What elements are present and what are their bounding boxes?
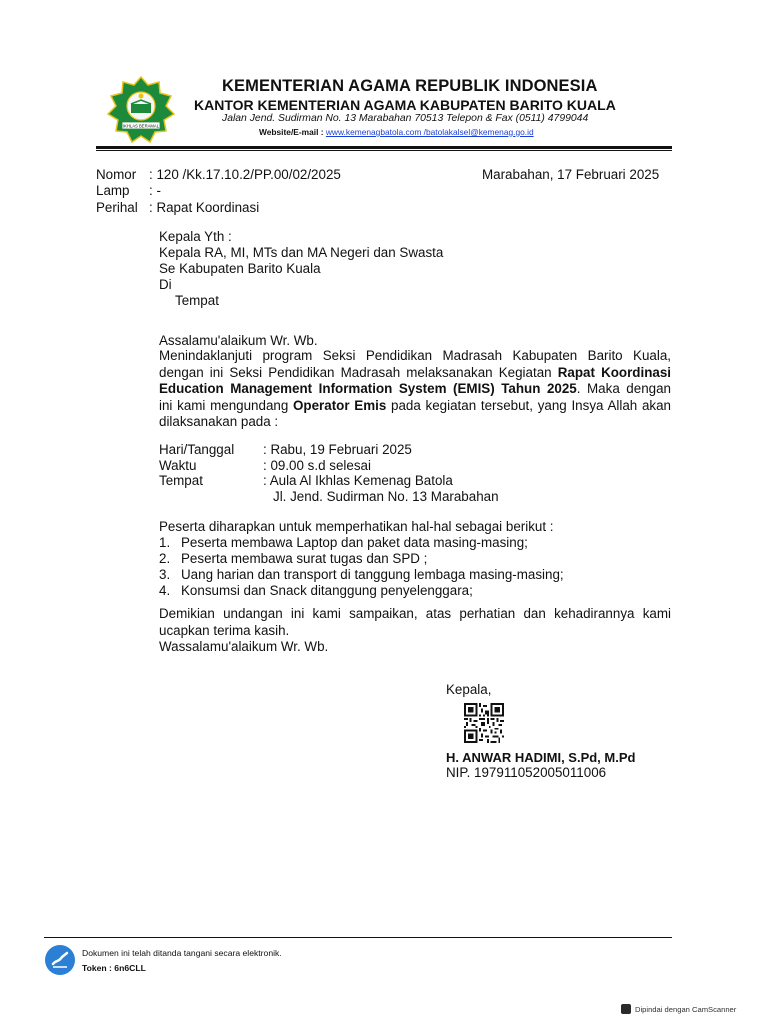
letterhead-rule-thick (96, 146, 672, 149)
website-label: Website/E-mail : (259, 127, 324, 137)
closing-line-1: Demikian undangan ini kami sampaikan, atas perhatian dan kehadirannya kami (159, 606, 671, 621)
list-item: Peserta membawa surat tugas dan SPD ; (181, 551, 428, 566)
qr-code-icon (464, 703, 504, 743)
nomor-value: : 120 /Kk.17.10.2/PP.00/02/2025 (149, 167, 341, 182)
website-link[interactable]: www.kemenagbatola.com /batolakalsel@kemenag.go.id (325, 127, 534, 137)
e-signature-note: Dokumen ini telah ditanda tangani secara elektronik. (82, 948, 282, 958)
camscanner-watermark (621, 1004, 736, 1014)
day-label: Hari/Tanggal (159, 442, 235, 457)
footer-rule (44, 937, 672, 938)
list-item: Peserta membawa Laptop dan paket data masing-masing; (181, 535, 528, 550)
recipient-line-4: Di (159, 277, 172, 292)
kemenag-logo-icon (98, 76, 184, 146)
recipient-line-5: Tempat (175, 293, 219, 308)
time-label: Waktu (159, 458, 197, 473)
ministry-name: KEMENTERIAN AGAMA REPUBLIK INDONESIA (222, 77, 598, 95)
signatory-name: H. ANWAR HADIMI, S.Pd, M.Pd (446, 750, 636, 765)
closing-salutation: Wassalamu'alaikum Wr. Wb. (159, 639, 329, 654)
camscanner-icon (621, 1004, 631, 1014)
closing-paragraph (159, 606, 671, 639)
recipient-line-2: Kepala RA, MI, MTs dan MA Negeri dan Swasta (159, 245, 444, 260)
list-item-number: 4. (159, 583, 171, 598)
list-item: Uang harian dan transport di tanggung lembaga masing-masing; (181, 567, 564, 582)
venue-value: : Aula Al Ikhlas Kemenag Batola (263, 473, 453, 488)
perihal-value: : Rapat Koordinasi (149, 200, 260, 215)
list-item-number: 2. (159, 551, 171, 566)
list-item-number: 1. (159, 535, 171, 550)
e-signature-token: Token : 6n6CLL (82, 963, 146, 973)
venue-label: Tempat (159, 473, 203, 488)
office-name: KANTOR KEMENTERIAN AGAMA KABUPATEN BARITO KUALA (194, 97, 616, 113)
signatory-nip: NIP. 197911052005011006 (446, 765, 607, 780)
invitee: Operator Emis (293, 397, 387, 413)
office-address: Jalan Jend. Sudirman No. 13 Marabahan 70513 Telepon & Fax (0511) 4799044 (222, 113, 589, 124)
body-paragraph (159, 348, 671, 431)
recipient-line-3: Se Kabupaten Barito Kuala (159, 261, 321, 276)
body-line-3: Education Management Information System (EMIS) Tahun 2025. Maka dengan (159, 381, 671, 396)
greeting: Assalamu'alaikum Wr. Wb. (159, 333, 318, 348)
body-line-4: ini kami mengundang Operator Emis pada kegiatan tersebut, yang Insya Allah akan (159, 397, 671, 413)
day-value: : Rabu, 19 Februari 2025 (263, 442, 412, 457)
notes-intro: Peserta diharapkan untuk memperhatikan hal-hal sebagai berikut : (159, 519, 554, 534)
lamp-label: Lamp (96, 183, 130, 198)
perihal-label: Perihal (96, 200, 138, 215)
closing-line-2: ucapkan terima kasih. (159, 622, 290, 638)
body-line-1: Menindaklanjuti program Seksi Pendidikan Madrasah Kabupaten Barito Kuala, (159, 348, 671, 363)
body-line-5: dilaksanakan pada : (159, 414, 279, 429)
body-line-2: dengan ini Seksi Pendidikan Madrasah melaksanakan Kegiatan Rapat Koordinasi (159, 364, 671, 380)
meeting-title-part2: Education Management Information System (EMIS) Tahun 2025 (159, 381, 577, 396)
signatory-title: Kepala, (446, 682, 492, 697)
recipient-line-1: Kepala Yth : (159, 229, 232, 244)
logo-motto: IKHLAS BERAMAL (122, 123, 160, 129)
place-date: Marabahan, 17 Februari 2025 (482, 167, 660, 182)
venue-address: Jl. Jend. Sudirman No. 13 Marabahan (273, 489, 499, 504)
nomor-label: Nomor (96, 167, 137, 182)
list-item: Konsumsi dan Snack ditanggung penyelenggara; (181, 583, 473, 598)
lamp-value: : - (149, 183, 161, 198)
letterhead-rule-thin (96, 150, 672, 151)
list-item-number: 3. (159, 567, 171, 582)
bsre-logo-icon (44, 944, 76, 976)
camscanner-text: Dipindai dengan CamScanner (635, 1004, 737, 1014)
meeting-title-part1: Rapat Koordinasi (557, 364, 671, 380)
time-value: : 09.00 s.d selesai (263, 458, 371, 473)
website-email-line (259, 127, 534, 137)
